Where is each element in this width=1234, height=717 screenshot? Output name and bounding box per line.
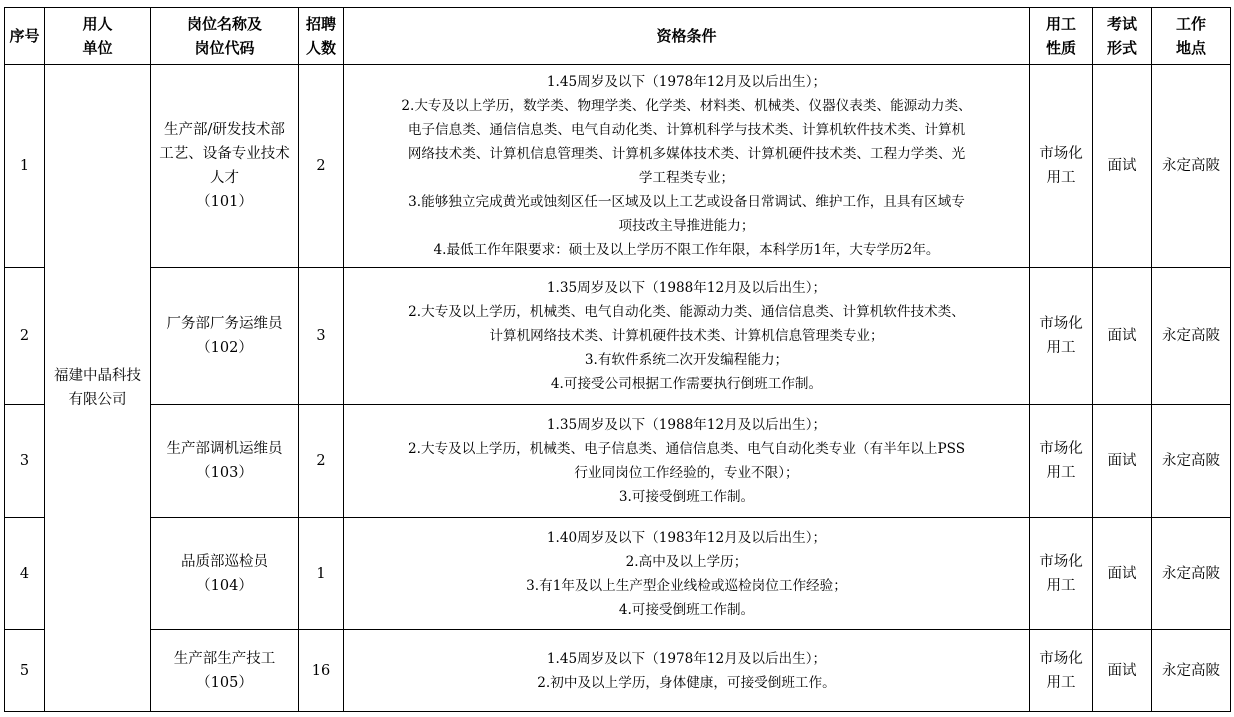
row-no: 5 (5, 630, 45, 712)
exam-form: 面试 (1093, 65, 1152, 268)
hire-count: 1 (299, 518, 344, 630)
employer-name: 福建中晶科技 有限公司 (45, 65, 151, 712)
qualification-text: 1.35周岁及以下（1988年12月及以后出生）； 2.大专及以上学历，机械类、电气自动化类、能源动力类、通信信息类、计算机软件技术类、 计算机网络技术类、计算机硬件技术类、计算机信息管理类专业； 3.有软件系统二次开发编程能力； 4.可接受公司根据工作需要执行倒班工作制。 (344, 268, 1030, 405)
qualification-text: 1.45周岁及以下（1978年12月及以后出生）； 2.初中及以上学历，身体健康，可接受倒班工作。 (344, 630, 1030, 712)
header-location: 工作 地点 (1152, 8, 1231, 65)
table-row (5, 405, 1231, 518)
table-row (5, 518, 1231, 630)
recruitment-table (4, 7, 1231, 712)
hire-count: 2 (299, 405, 344, 518)
position-title: 厂务部厂务运维员 （102） (151, 268, 299, 405)
row-no: 1 (5, 65, 45, 268)
header-qualification: 资格条件 (344, 8, 1030, 65)
exam-form: 面试 (1093, 405, 1152, 518)
qualification-text: 1.45周岁及以下（1978年12月及以后出生）； 2.大专及以上学历，数学类、物理学类、化学类、材料类、机械类、仪器仪表类、能源动力类、 电子信息类、通信信息类、电气自动化类、计算机科学与技术类、计算机软件技术类、计算机 网络技术类、计算机信息管理类、计算机多媒体技术类、计算机硬件技术类、工程力学类、光 学工程类专业； 3.能够独立完成黄光或蚀刻区任一区域及以上工艺或设备日常调试、维护工作，且具有区域专 项技改主导推进能力； 4.最低工作年限要求：硕士及以上学历不限工作年限，本科学历1年，大专学历2年。 (344, 65, 1030, 268)
qualification-text: 1.35周岁及以下（1988年12月及以后出生）； 2.大专及以上学历，机械类、电子信息类、通信信息类、电气自动化类专业（有半年以上PSS 行业同岗位工作经验的，专业不限）； 3.可接受倒班工作制。 (344, 405, 1030, 518)
header-position: 岗位名称及 岗位代码 (151, 8, 299, 65)
header-row (5, 8, 1231, 65)
employment-type: 市场化 用工 (1030, 268, 1093, 405)
employment-type: 市场化 用工 (1030, 630, 1093, 712)
work-location: 永定高陂 (1152, 630, 1231, 712)
work-location: 永定高陂 (1152, 518, 1231, 630)
position-title: 生产部/研发技术部 工艺、设备专业技术 人才 （101） (151, 65, 299, 268)
header-exam: 考试 形式 (1093, 8, 1152, 65)
position-title: 生产部生产技工 （105） (151, 630, 299, 712)
table-row (5, 630, 1231, 712)
exam-form: 面试 (1093, 518, 1152, 630)
row-no: 2 (5, 268, 45, 405)
work-location: 永定高陂 (1152, 405, 1231, 518)
header-employer: 用人 单位 (45, 8, 151, 65)
table-row (5, 268, 1231, 405)
hire-count: 16 (299, 630, 344, 712)
position-title: 品质部巡检员 （104） (151, 518, 299, 630)
employment-type: 市场化 用工 (1030, 518, 1093, 630)
table-row (5, 65, 1231, 268)
row-no: 3 (5, 405, 45, 518)
hire-count: 3 (299, 268, 344, 405)
qualification-text: 1.40周岁及以下（1983年12月及以后出生）； 2.高中及以上学历； 3.有1年及以上生产型企业线检或巡检岗位工作经验； 4.可接受倒班工作制。 (344, 518, 1030, 630)
position-title: 生产部调机运维员 （103） (151, 405, 299, 518)
row-no: 4 (5, 518, 45, 630)
header-no: 序号 (5, 8, 45, 65)
header-count: 招聘 人数 (299, 8, 344, 65)
hire-count: 2 (299, 65, 344, 268)
employment-type: 市场化 用工 (1030, 405, 1093, 518)
exam-form: 面试 (1093, 268, 1152, 405)
header-employment-type: 用工 性质 (1030, 8, 1093, 65)
exam-form: 面试 (1093, 630, 1152, 712)
work-location: 永定高陂 (1152, 65, 1231, 268)
employment-type: 市场化 用工 (1030, 65, 1093, 268)
work-location: 永定高陂 (1152, 268, 1231, 405)
